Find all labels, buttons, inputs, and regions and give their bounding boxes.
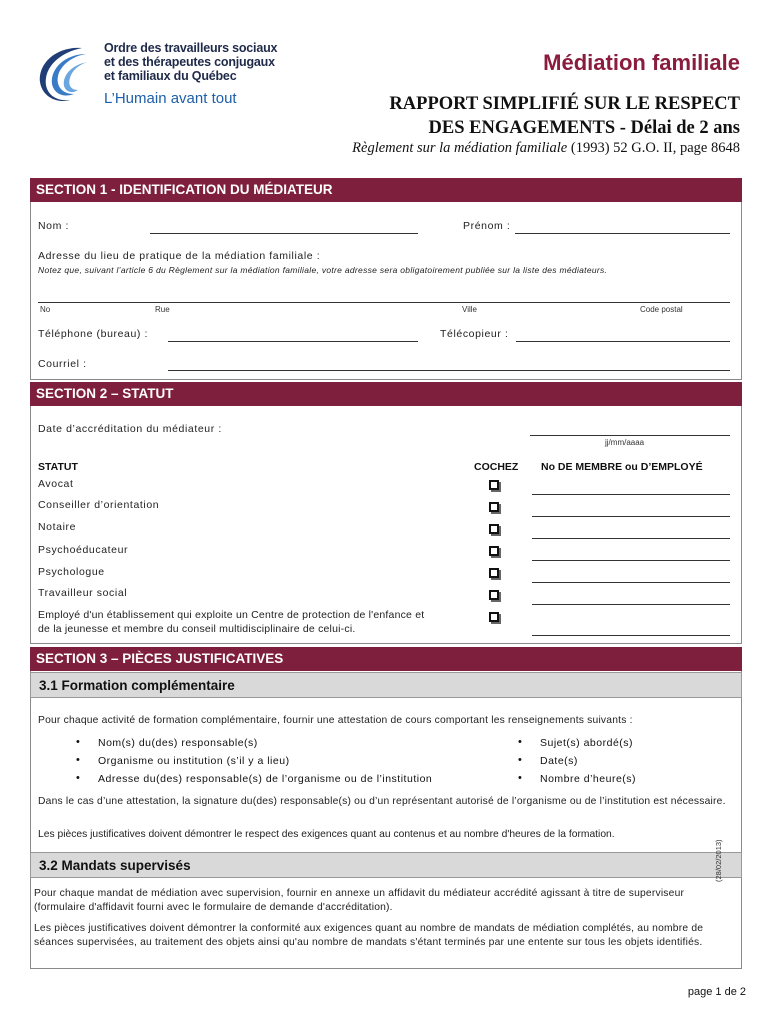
checkbox-employe[interactable] (489, 612, 499, 622)
checkbox-psychoeducateur[interactable] (489, 546, 499, 556)
addr-no-caption: No (40, 305, 51, 314)
bullet-left-3: Adresse du(des) responsable(s) de l’organisme ou de l’institution (98, 773, 433, 785)
regulation-detail: (1993) 52 G.O. II, page 8648 (567, 140, 740, 156)
mandats-paragraph-2: Les pièces justificatives doivent démontrer la conformité aux exigences quant au nombre de mandats de médiation complétés, au nombre de séances supervisées, au traitement des objets ainsi qu'au nombre de mandats s'étant terminés par une entente sur tous les objets identifiés. (34, 923, 704, 948)
date-format-caption: jj/mm/aaaa (605, 438, 645, 447)
bullet-left-1: Nom(s) du(des) responsable(s) (98, 737, 258, 749)
page-number: page 1 de 2 (687, 986, 746, 998)
bullet-left-2: Organisme ou institution (s’il y a lieu) (98, 755, 290, 767)
statut-label-avocat: Avocat (38, 478, 74, 490)
org-name-line1: Ordre des travailleurs sociaux (104, 41, 278, 55)
adresse-note: Notez que, suivant l’article 6 du Règlement sur la médiation familiale, votre adresse sera obligatoirement publiée sur la liste des médiateurs. (38, 265, 608, 275)
section1-frame (30, 178, 742, 380)
statut-label-psychoeducateur: Psychoéducateur (38, 544, 129, 556)
bullet-dot: • (518, 772, 522, 784)
regulation-reference (352, 140, 740, 157)
courriel-field[interactable] (168, 370, 730, 371)
cochez-column-header: COCHEZ (474, 461, 519, 473)
bullet-right-2: Date(s) (540, 755, 578, 767)
document-title: Médiation familiale (543, 50, 740, 75)
org-name-line2: et des thérapeutes conjugaux (104, 55, 275, 69)
document-subtitle-line2: DES ENGAGEMENTS - Délai de 2 ans (428, 118, 740, 138)
membre-field-travailleur-social[interactable] (532, 604, 730, 605)
membre-column-header: No DE MEMBRE ou D’EMPLOYÉ (541, 461, 703, 473)
membre-field-avocat[interactable] (532, 494, 730, 495)
mandats-paragraph-1: Pour chaque mandat de médiation avec supervision, fournir en annexe un affidavit du médiateur accrédité agissant à titre de superviseur (formulaire d'affidavit fourni avec le formulaire de demande d'accréditation). (34, 888, 685, 913)
org-name-line3: et familiaux du Québec (104, 69, 237, 83)
date-accreditation-field[interactable] (530, 435, 730, 436)
checkbox-travailleur-social[interactable] (489, 590, 499, 600)
section3-header: SECTION 3 – PIÈCES JUSTIFICATIVES (30, 647, 742, 671)
statut-column-header: STATUT (38, 461, 78, 473)
checkbox-conseiller[interactable] (489, 502, 499, 512)
section2-header: SECTION 2 – STATUT (30, 382, 742, 406)
statut-label-employe-line2: de la jeunesse et membre du conseil multidisciplinaire de celui-ci. (38, 623, 356, 635)
nom-label: Nom : (38, 220, 70, 232)
courriel-label: Courriel : (38, 358, 87, 370)
telephone-field[interactable] (168, 341, 418, 342)
membre-field-psychologue[interactable] (532, 582, 730, 583)
adresse-label: Adresse du lieu de pratique de la médiation familiale : (38, 250, 321, 262)
telephone-label: Téléphone (bureau) : (38, 328, 149, 340)
formation-intro: Pour chaque activité de formation complémentaire, fournir une attestation de cours comportant les renseignements suivants : (38, 715, 633, 726)
prenom-label: Prénom : (463, 220, 511, 232)
membre-field-conseiller[interactable] (532, 516, 730, 517)
checkbox-notaire[interactable] (489, 524, 499, 534)
bullet-dot: • (518, 736, 522, 748)
bullet-right-3: Nombre d’heure(s) (540, 773, 637, 785)
addr-rue-caption: Rue (155, 305, 170, 314)
date-accreditation-label: Date d’accréditation du médiateur : (38, 423, 222, 435)
bullet-dot: • (76, 736, 80, 748)
statut-label-psychologue: Psychologue (38, 566, 105, 578)
logo (30, 40, 100, 110)
addr-ville-caption: Ville (462, 305, 477, 314)
bullet-right-1: Sujet(s) abordé(s) (540, 737, 634, 749)
org-tagline: L’Humain avant tout (104, 90, 237, 107)
checkbox-psychologue[interactable] (489, 568, 499, 578)
bullet-dot: • (76, 772, 80, 784)
addr-code-caption: Code postal (640, 305, 683, 314)
revision-date: (28/02/2013) (714, 839, 723, 882)
subsection-3-2-header: 3.2 Mandats supervisés (30, 852, 742, 878)
statut-label-notaire: Notaire (38, 521, 77, 533)
adresse-field[interactable] (38, 302, 730, 303)
statut-label-conseiller: Conseiller d’orientation (38, 499, 160, 511)
telecopieur-label: Télécopieur : (440, 328, 509, 340)
logo-mark-icon (30, 40, 100, 110)
formation-requirements-paragraph: Les pièces justificatives doivent démontrer le respect des exigences quant au contenus et au nombre d'heures de la formation. (38, 829, 615, 840)
statut-label-employe-line1: Employé d'un établissement qui exploite un Centre de protection de l'enfance et (38, 609, 425, 621)
membre-field-employe[interactable] (532, 635, 730, 636)
statut-label-travailleur-social: Travailleur social (38, 587, 128, 599)
bullet-dot: • (518, 754, 522, 766)
bullet-dot: • (76, 754, 80, 766)
attestation-paragraph: Dans le cas d’une attestation, la signature du(des) responsable(s) ou d’un représentant autorisé de l’organisme ou de l’institution est nécessaire. (38, 796, 726, 807)
regulation-title: Règlement sur la médiation familiale (352, 140, 568, 156)
telecopieur-field[interactable] (516, 341, 730, 342)
nom-field[interactable] (150, 233, 418, 234)
prenom-field[interactable] (515, 233, 730, 234)
membre-field-notaire[interactable] (532, 538, 730, 539)
document-subtitle-line1: RAPPORT SIMPLIFIÉ SUR LE RESPECT (389, 94, 740, 114)
membre-field-psychoeducateur[interactable] (532, 560, 730, 561)
subsection-3-1-header: 3.1 Formation complémentaire (30, 672, 742, 698)
section1-header: SECTION 1 - IDENTIFICATION DU MÉDIATEUR (30, 178, 742, 202)
checkbox-avocat[interactable] (489, 480, 499, 490)
